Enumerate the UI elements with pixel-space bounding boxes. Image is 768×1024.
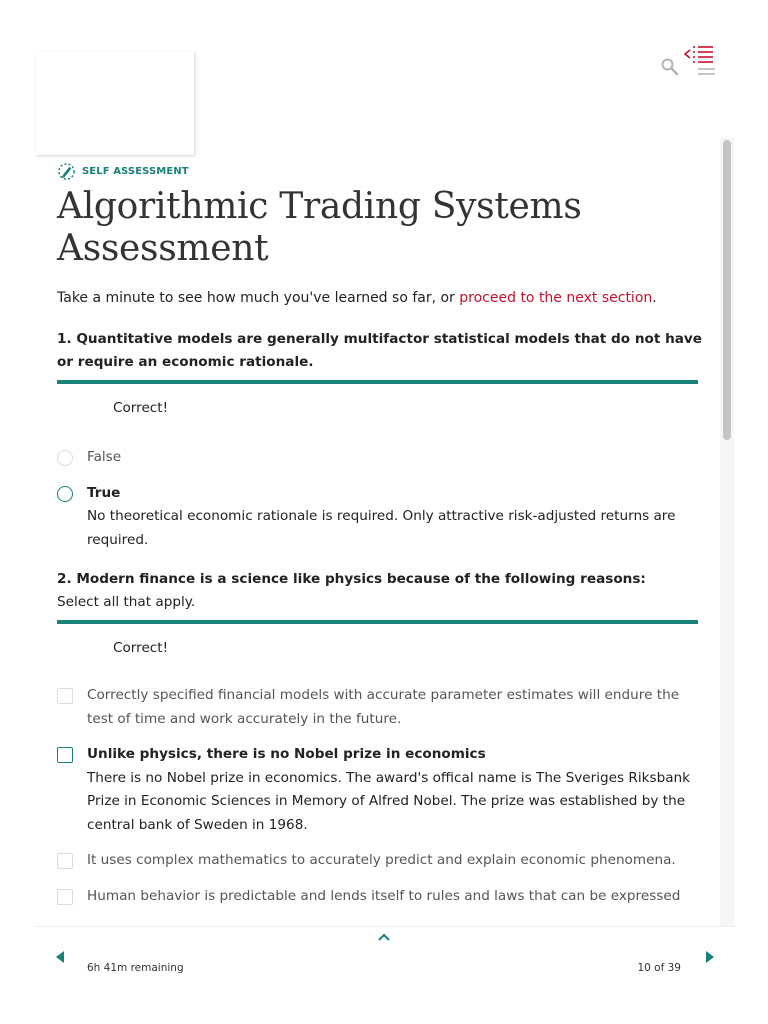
- intro-text-end: .: [652, 290, 657, 306]
- scrollbar[interactable]: [720, 138, 734, 928]
- bottom-divider: [36, 926, 736, 927]
- section-label: [57, 160, 702, 182]
- checkbox[interactable]: [57, 889, 73, 905]
- time-remaining: 6h 41m remaining: [87, 962, 184, 974]
- question-1-prompt: 1. Quantitative models are generally multifactor statistical models that do not have or require an economic rationale.: [57, 331, 703, 370]
- radio-button-selected[interactable]: [57, 486, 73, 502]
- option-label: It uses complex mathematics to accurately predict and explain economic phenomena.: [87, 852, 676, 868]
- question-1-option-false[interactable]: [57, 446, 702, 470]
- page-count: 10 of 39: [637, 962, 681, 974]
- table-of-contents-icon[interactable]: [684, 44, 716, 78]
- page-title-line-1: Algorithmic Trading Systems: [57, 186, 582, 227]
- option-explanation: No theoretical economic rationale is required. Only attractive risk-adjusted returns are required.: [87, 508, 676, 548]
- section-label-text: SELF ASSESSMENT: [82, 165, 189, 177]
- option-explanation: There is no Nobel prize in economics. The award's offical name is The Sveriges Riksbank Prize in Economic Sciences in Memory of Alfred Nobel. The prize was established by the central bank of Sweden in 1968.: [87, 769, 691, 833]
- chevron-up-icon[interactable]: [377, 932, 391, 942]
- option-label: False: [87, 449, 122, 465]
- question-2-option-4[interactable]: [57, 885, 702, 909]
- previous-arrow-icon[interactable]: [54, 950, 66, 964]
- next-arrow-icon[interactable]: [704, 950, 716, 964]
- self-assessment-icon: [57, 162, 76, 181]
- question-2-text: 2. Modern finance is a science like physics because of the following reasons:: [57, 571, 646, 587]
- option-label: True: [87, 484, 121, 501]
- question-2-divider: [57, 620, 698, 624]
- question-2-prompt: [57, 568, 702, 614]
- search-icon[interactable]: [660, 57, 680, 77]
- question-1-feedback: Correct!: [113, 400, 169, 416]
- assessment-content: [57, 160, 702, 908]
- page-title: [57, 186, 702, 270]
- page-title-line-2: Assessment: [57, 228, 269, 269]
- radio-button[interactable]: [57, 450, 73, 466]
- question-2-option-3[interactable]: [57, 849, 702, 873]
- option-label: Unlike physics, there is no Nobel prize in economics: [87, 746, 486, 762]
- question-2-option-2[interactable]: [57, 743, 702, 837]
- option-label: Correctly specified financial models with accurate parameter estimates will endure the test of time and work accurately in the future.: [87, 687, 680, 727]
- scrollbar-thumb[interactable]: [723, 140, 731, 440]
- question-2-feedback: Correct!: [113, 640, 169, 656]
- question-2-option-1[interactable]: [57, 684, 702, 731]
- question-2-instructions: Select all that apply.: [57, 594, 196, 610]
- intro-text: [57, 288, 702, 308]
- checkbox-selected[interactable]: [57, 747, 73, 763]
- checkbox[interactable]: [57, 853, 73, 869]
- intro-text-body: Take a minute to see how much you've learned so far, or: [57, 290, 460, 306]
- option-label: Human behavior is predictable and lends itself to rules and laws that can be expressed: [87, 887, 681, 904]
- question-1-divider: [57, 380, 698, 384]
- cover-thumbnail[interactable]: [36, 52, 194, 155]
- next-section-link[interactable]: proceed to the next section: [459, 290, 653, 306]
- checkbox[interactable]: [57, 688, 73, 704]
- question-1-option-true[interactable]: [57, 482, 702, 553]
